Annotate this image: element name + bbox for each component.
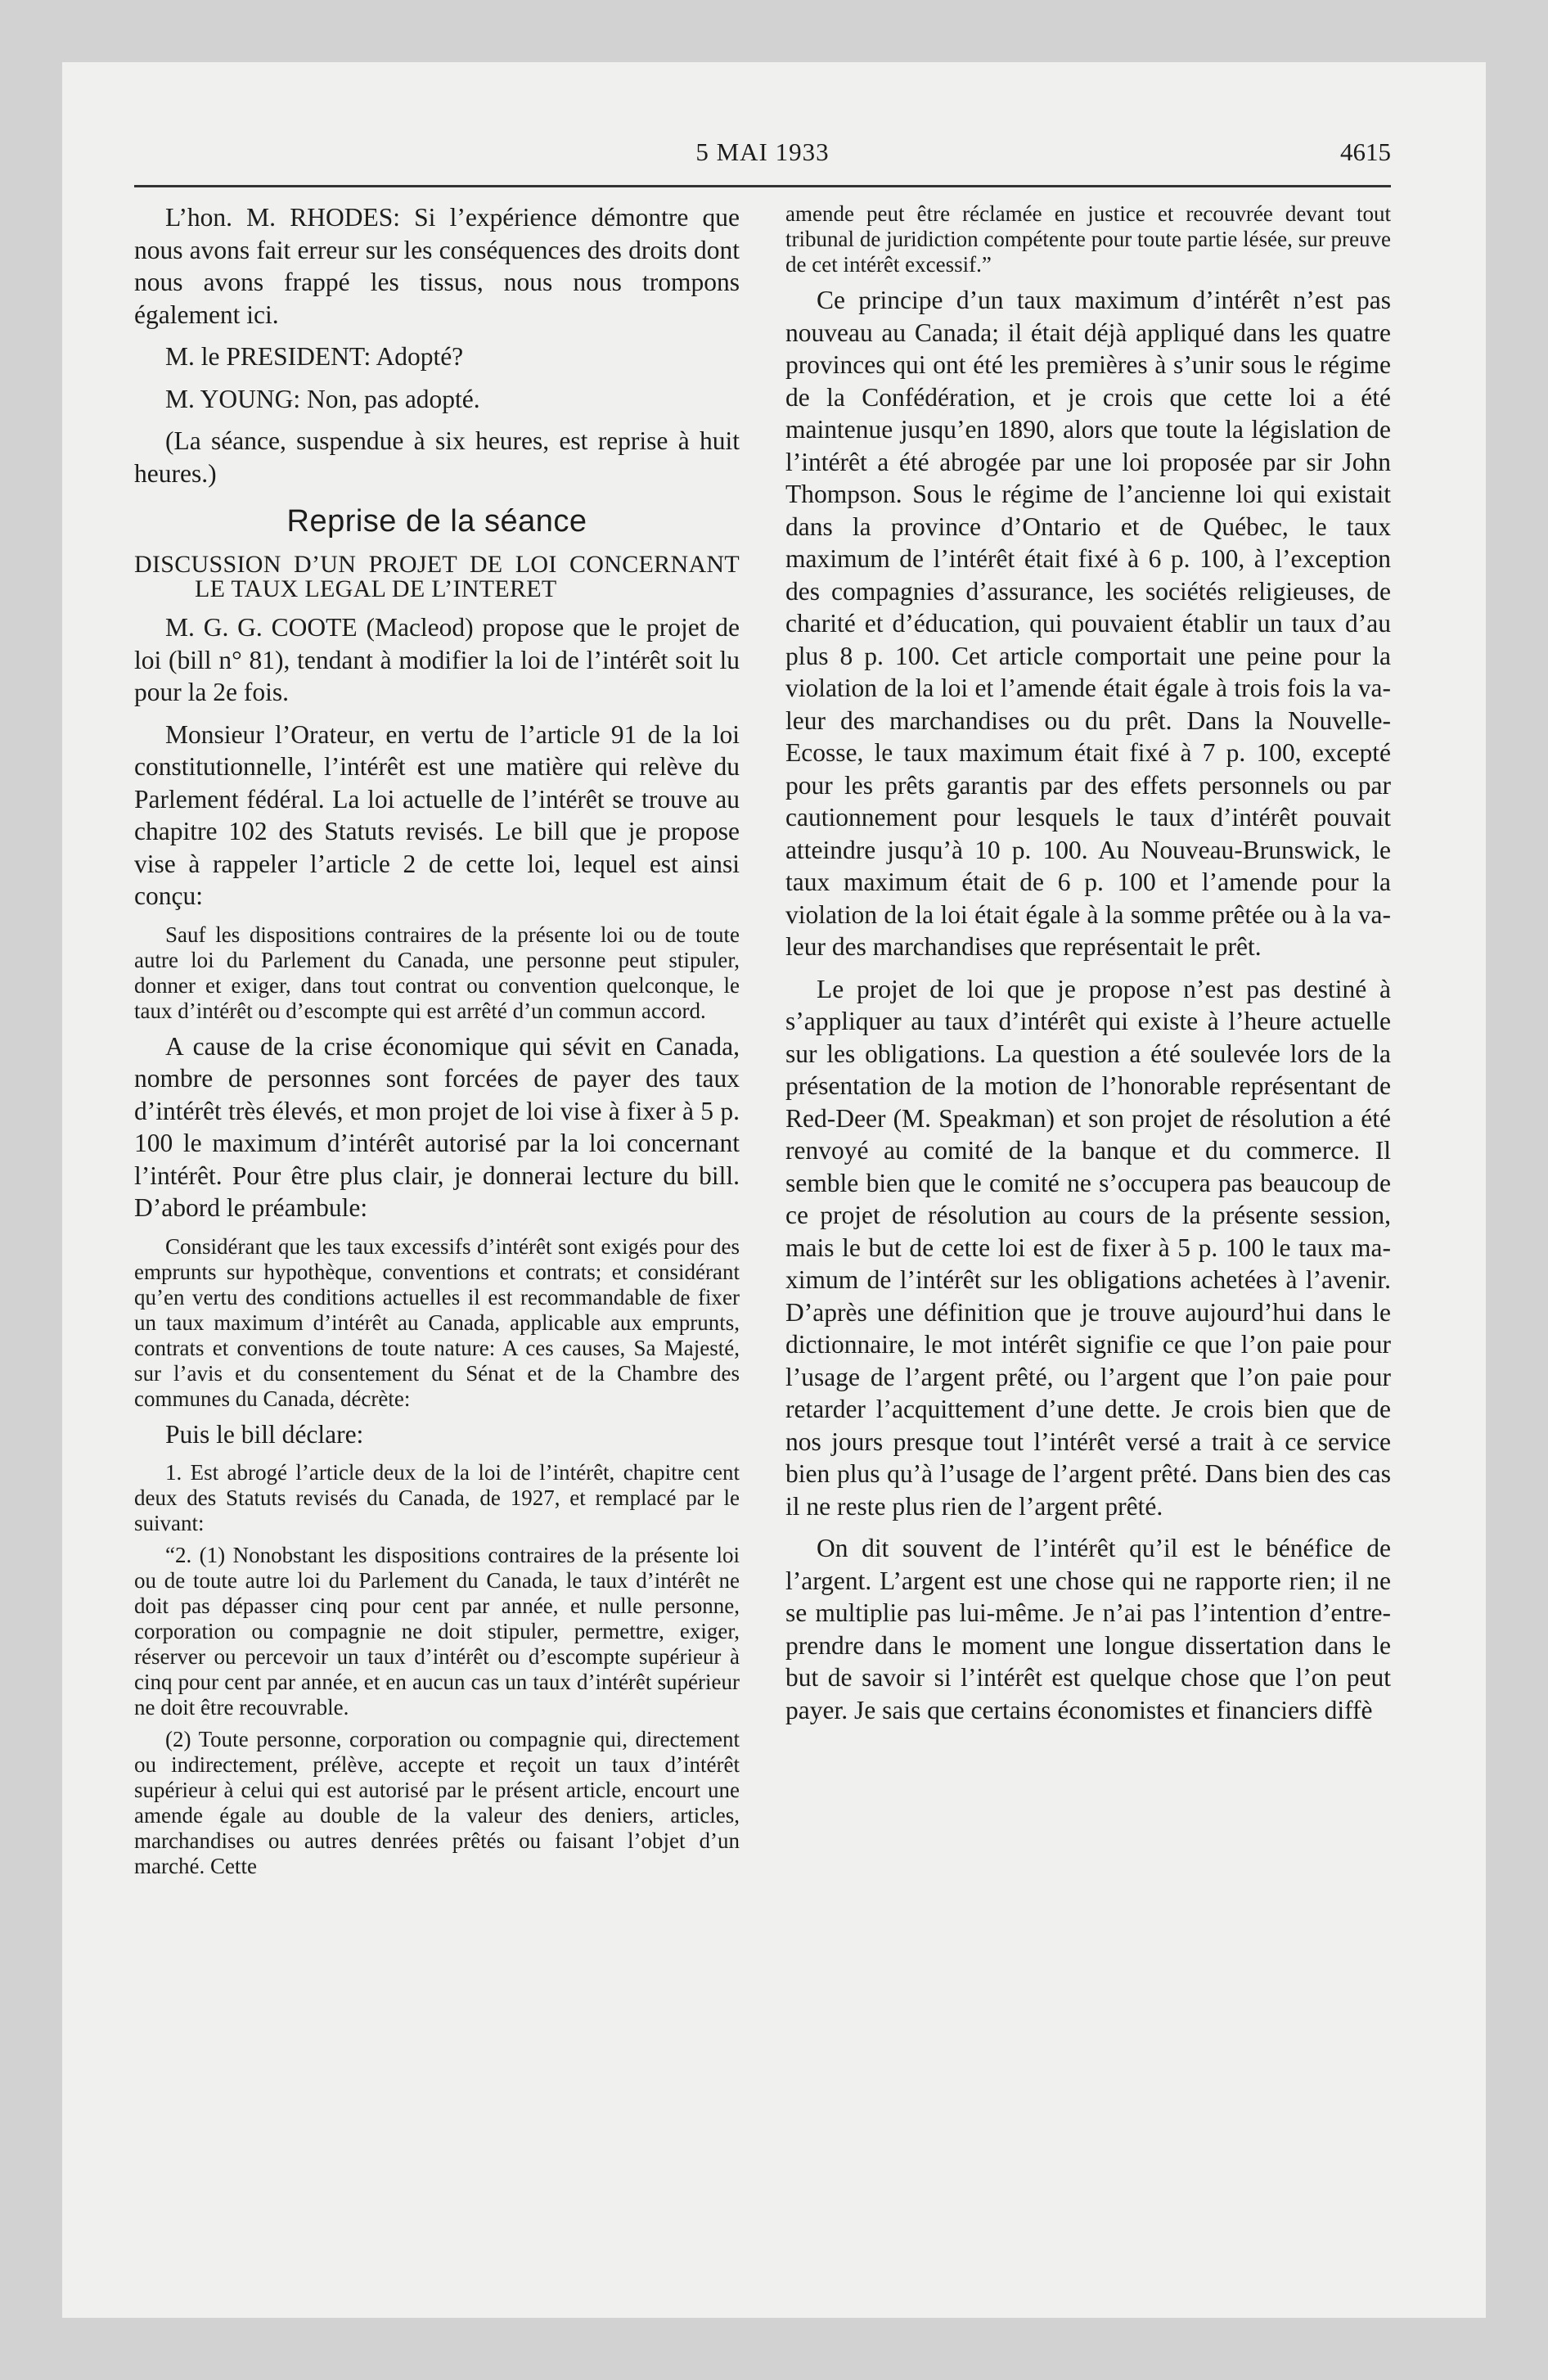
header-rule [134, 185, 1391, 187]
quote-section-2-1: “2. (1) Nonobstant les dispositions contraires de la présente loi ou de toute autre loi du Parlement du Canada, le taux d’intérêt ne doit pas dépasser cinq pour cent par année, et nulle personne, corporation ou compagnie ne doit stipuler, permettre, exiger, réserver ou percevoir un taux d’intérêt ou d’escompte supérieur à cinq pour cent par année, et en aucun cas un taux d’intérêt supérieur ne doit être recouvrable. [134, 1543, 740, 1720]
page-header [134, 129, 1391, 178]
section-heading: Reprise de la séance [286, 504, 587, 539]
paragraph-rhodes: L’hon. M. RHODES: Si l’expérience démontre que nous avons fait erreur sur les conséquences des droits dont nous avons frappé les tissus, nous nous trompons également ici. [134, 203, 740, 329]
quote-section-2-2: (2) Toute personne, corporation ou compagnie qui, directement ou indirectement, prélève, accepte et reçoit un taux d’intérêt supérieur à celui qui est autorisé par le présent article, encourt une amende égale au double de la valeur des deniers, articles, marchandises ou autres denrées prêtés ou faisant l’objet d’un marché. Cette [134, 1727, 740, 1878]
paragraph-coote: M. G. G. COOTE (Macleod) propose que le projet de loi (bill n° 81), tendant à modifier la loi de l’intérêt soit lu pour la 2e fois. [134, 613, 740, 706]
quote-article-2: Sauf les dispositions contraires de la présente loi ou de toute autre loi du Parlement du Canada, une personne peut stipuler, donner et exiger, dans tout contrat ou convention quelconque, le taux d’intérêt ou d’escompte qui est arrêté d’un commun accord. [134, 922, 740, 1023]
paragraph-president: M. le PRESIDENT: Adopté? [165, 342, 464, 371]
discussion-subtitle: DISCUSSION D’UN PROJET DE LOI CONCERNANT LE TAUX LEGAL DE L’INTERET [134, 551, 740, 602]
quote-amende: amende peut être réclamée en justice et recouvrée devant tout tribunal de juridiction compétente pour toute partie lésée, sur preuve de cet intérêt excessif.” [785, 201, 1391, 277]
paragraph-young: M. YOUNG: Non, pas adopté. [165, 384, 480, 413]
paragraph-crise: A cause de la crise économique qui sévit en Canada, nombre de personnes sont forcées de payer des taux d’intérêt très élevés, et mon projet de loi vise à fixer à 5 p. 100 le maximum d’intérêt autorisé par la loi concernant l’intérêt. Pour être plus clair, je donnerai lecture du bill. D’abord le préambule: [134, 1031, 740, 1222]
header-date: 5 MAI 1933 [695, 137, 830, 166]
paragraph-orateur: Monsieur l’Orateur, en vertu de l’article 91 de la loi constitutionnelle, l’intérêt est une matière qui relève du Parlement fédéral. La loi actuelle de l’intérêt se trouve au chapitre 102 des Statuts revisés. Le bill que je propose vise à rappeler l’article 2 de cette loi, lequel est ainsi conçu: [134, 719, 740, 910]
quote-article-1: 1. Est abrogé l’article deux de la loi de l’intérêt, chapitre cent deux des Statuts revisés du Canada, de 1927, et remplacé par le suivant: [134, 1460, 740, 1535]
paragraph-projet-obligations: Le projet de loi que je propose n’est pas destiné à s’appliquer au taux d’intérêt qui existe à l’heure actuelle sur les obligations. La question a été soulevée lors de la présentation de la motion de l’honorable représentant de Red-Deer (M. Speakman) et son projet de résolution a été renvoyé au comité de la banque et du commerce. Il semble bien que le comité ne s’occupera pas beaucoup de ce projet de résolution au cours de la présente session, mais le but de cette loi est de fixer à 5 p. 100 le taux maximum de l’intérêt sur les obligations achetées à l’avenir. D’après une définition que je trouve aujourd’hui dans le dictionnaire, le mot intérêt signifie ce que l’on paie pour l’usage de l’argent prêté, ou l’argent que l’on paie pour retarder l’acquittement d’une dette. Je crois bien que de nos jours presque tout l’intérêt versé a trait à ce service bien plus qu’à l’usage de l’argent prêté. Dans bien des cas il ne reste plus rien de l’argent prêté. [785, 974, 1391, 1521]
paragraph-bill-declare: Puis le bill déclare: [165, 1419, 364, 1449]
paragraph-benefice-argent: On dit souvent de l’intérêt qu’il est le bénéfice de l’argent. L’argent est une chose qui ne rapporte rien; il ne se multiplie pas lui-même. Je n’ai pas l’intention d’entreprendre dans le moment une longue dissertation dans le but de savoir si l’intérêt est quelque chose que l’on peut payer. Je sais que certains économistes et financiers diffè [785, 1534, 1391, 1724]
paragraph-principe: Ce principe d’un taux maximum d’intérêt n’est pas nouveau au Canada; il était déjà appliqué dans les quatre provinces qui ont été les premières à s’unir sous le régime de la Confédération, et je crois que cette loi a été maintenue jusqu’en 1890, alors que toute la législation de l’intérêt a été abrogée par une loi proposée par sir John Thompson. Sous le régime de l’ancienne loi qui existait dans la province d’Ontario et de Québec, le taux maximum de l’intérêt était fixé à 6 p. 100, à l’exception des compagnies d’assurance, les sociétés religieuses, de charité et d’éducation, qui pouvaient établir un taux d’au plus 8 p. 100. Cet article comportait une peine pour la violation de la loi et l’amende était égale à trois fois la valeur des marchandises ou du prêt. Dans la Nouvelle-Ecosse, le taux maximum était fixé à 7 p. 100, excepté pour les prêts garantis par des effets personnels ou par cautionnement pour lesquels le taux d’intérêt pouvait atteindre jusqu’à 10 p. 100. Au Nouveau-Brunswick, le taux maximum était de 6 p. 100 et l’amende pour la violation de la loi était égale à la somme prêtée ou à la valeur des marchandises que représentait le prêt. [785, 286, 1391, 961]
quote-preambule: Considérant que les taux excessifs d’intérêt sont exigés pour des emprunts sur hypothèque, conventions et contrats; et considérant qu’en vertu des conditions actuelles il est recommandable de fixer un taux maximum d’intérêt au Canada, applicable aux emprunts, contrats et conventions de toute nature: A ces causes, Sa Majesté, sur l’avis et du consentement du Sénat et de la Chambre des communes du Canada, décrète: [134, 1233, 740, 1411]
left-column [134, 201, 740, 1886]
paragraph-seance-suspendue: (La séance, suspendue à six heures, est reprise à huit heures.) [134, 426, 740, 488]
right-column [785, 201, 1391, 1736]
page-number: 4615 [1340, 137, 1391, 166]
